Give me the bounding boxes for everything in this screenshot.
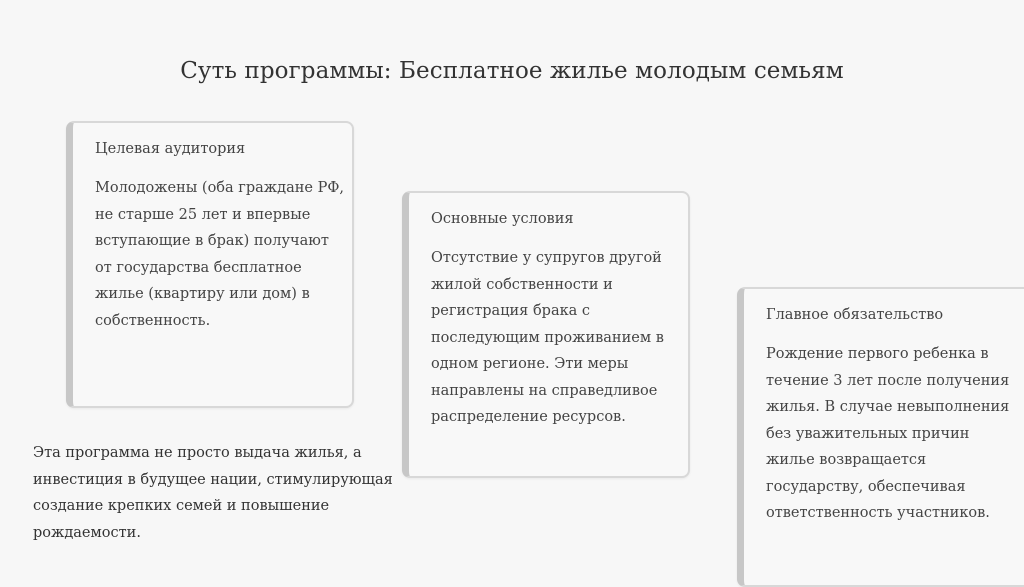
summary-note: Эта программа не просто выдача жилья, а инвестиция в будущее нации, стимулирующая создание крепких семей и повышение рождаемости. (33, 445, 393, 541)
card-main-obligation (737, 287, 1024, 587)
card-heading: Целевая аудитория (95, 141, 246, 157)
card-heading: Главное обязательство (766, 307, 944, 323)
card-heading: Основные условия (431, 211, 574, 227)
card-body: Молодожены (оба граждане РФ, не старше 25 лет и впервые вступающие в брак) получают от государства бесплатное жилье (квартиру или дом) в собственность. (95, 180, 344, 329)
slide-title: Суть программы: Бесплатное жилье молодым семьям (180, 58, 844, 84)
card-body: Рождение первого ребенка в течение 3 лет после получения жилья. В случае невыполнения без уважительных причин жилье возвращается государству, обеспечивая ответственность участников. (766, 346, 1010, 521)
card-main-conditions (402, 191, 690, 478)
card-target-audience (66, 121, 354, 408)
card-body: Отсутствие у супругов другой жилой собственности и регистрация брака с последующим проживанием в одном регионе. Эти меры направлены на справедливое распределение ресурсов. (431, 250, 664, 425)
